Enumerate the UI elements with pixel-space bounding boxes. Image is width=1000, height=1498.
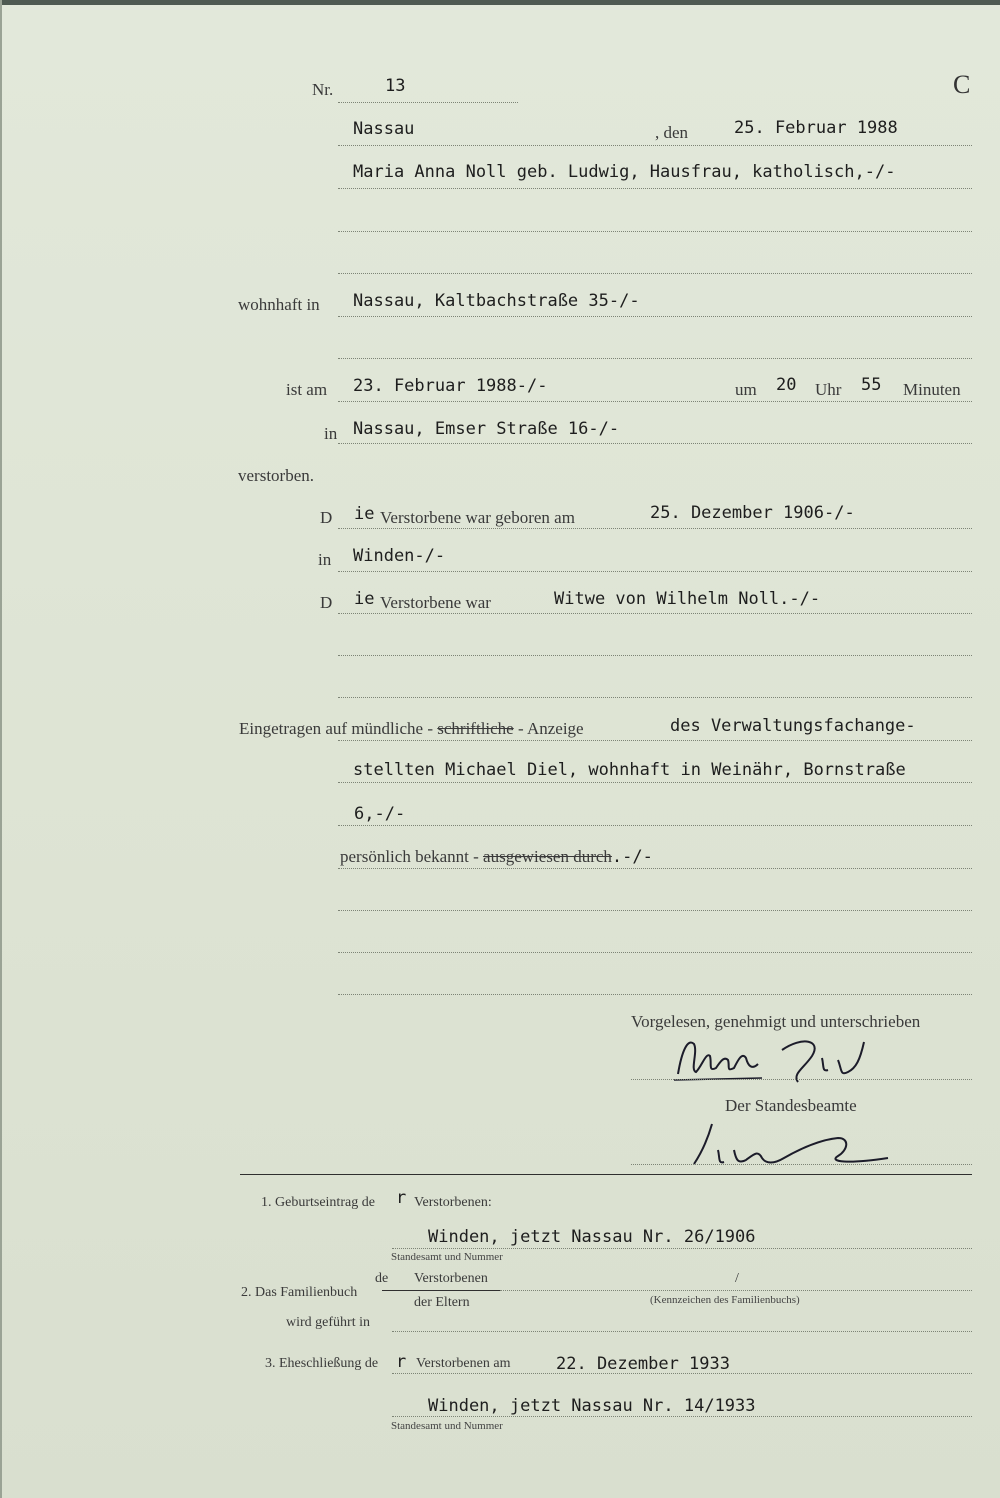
corner-letter: C [953, 70, 971, 99]
rule-line [392, 1331, 972, 1332]
top-border [0, 0, 1000, 5]
place-value: Nassau [353, 119, 415, 139]
rule-line [392, 1416, 972, 1417]
rule-line [338, 358, 972, 359]
item2-verstorbenen: Verstorbenen [414, 1271, 488, 1286]
item2-kennzeichen: (Kennzeichen des Familienbuchs) [650, 1294, 800, 1306]
minuten-label: Minuten [903, 380, 961, 399]
footer-divider [240, 1174, 972, 1175]
rule-line [338, 188, 972, 189]
rule-line [338, 952, 972, 953]
standesbeamte-label: Der Standesbeamte [725, 1096, 857, 1115]
anzeige-label: - Anzeige [517, 719, 584, 738]
informant-line3: 6,-/- [354, 804, 406, 824]
rule-line [338, 825, 972, 826]
verstorben-label: verstorben. [238, 466, 315, 485]
birth-date-value: 25. Dezember 1906-/- [650, 503, 855, 523]
item2-de: de [375, 1271, 389, 1286]
schriftliche-struck: schriftliche [437, 719, 514, 738]
item3-value: Winden, jetzt Nassau Nr. 14/1933 [428, 1396, 756, 1416]
uhr-label: Uhr [815, 380, 842, 399]
born-ie: ie [354, 504, 375, 524]
died-on-value: 23. Februar 1988-/- [353, 376, 548, 396]
item3-mid: Verstorbenen am [416, 1356, 511, 1371]
rule-line [338, 273, 972, 274]
rule-line [338, 231, 972, 232]
residence-label: wohnhaft in [238, 295, 320, 314]
rule-line [338, 740, 972, 741]
nr-label: Nr. [312, 80, 334, 99]
informant-line2: stellten Michael Diel, wohnhaft in Weinähr, Bornstraße [353, 760, 906, 780]
death-place-value: Nassau, Emser Straße 16-/- [353, 419, 620, 439]
ausgewiesen-struck: ausgewiesen durch [483, 847, 612, 866]
hour-value: 20 [776, 375, 797, 395]
status-prefix: D [320, 593, 333, 612]
item2-eltern: der Eltern [414, 1295, 470, 1310]
rule-line [338, 994, 972, 995]
eingetragen-line [239, 719, 584, 739]
death-in-label: in [324, 424, 338, 443]
um-label: um [735, 380, 757, 399]
item1-suffix: Verstorbenen: [414, 1195, 492, 1210]
fraction-rule [382, 1290, 500, 1291]
informant-signature [672, 1030, 892, 1090]
rule-line [338, 655, 972, 656]
rule-line [338, 868, 972, 869]
read-approved-label: Vorgelesen, genehmigt und unterschrieben [631, 1012, 921, 1031]
rule-line [392, 1373, 972, 1374]
rule-line [338, 613, 972, 614]
status-label: Verstorbene war [380, 593, 491, 612]
died-on-label: ist am [286, 380, 328, 399]
bekannt-suffix: .-/- [611, 847, 653, 867]
rule-line [338, 910, 972, 911]
signature-line [631, 1164, 972, 1165]
item1-value: Winden, jetzt Nassau Nr. 26/1906 [428, 1227, 756, 1247]
rule-line [392, 1248, 972, 1249]
residence-value: Nassau, Kaltbachstraße 35-/- [353, 291, 640, 311]
status-ie: ie [354, 589, 375, 609]
item2-slash: / [735, 1271, 739, 1286]
rule-line [500, 1290, 972, 1291]
nr-line [338, 102, 518, 103]
item3-date: 22. Dezember 1933 [556, 1354, 730, 1374]
born-prefix: D [320, 508, 333, 527]
informant-line1: des Verwaltungsfachange- [670, 716, 916, 736]
bekannt-line [340, 847, 653, 867]
item2-gefuehrt: wird geführt in [286, 1315, 370, 1330]
item1-r: r [396, 1188, 407, 1208]
minute-value: 55 [861, 375, 882, 395]
nr-value: 13 [385, 76, 406, 96]
eingetragen-label: Eingetragen auf mündliche - [239, 719, 438, 738]
den-label: , den [655, 123, 689, 142]
born-label: Verstorbene war geboren am [380, 508, 575, 527]
date-value: 25. Februar 1988 [734, 118, 898, 138]
status-value: Witwe von Wilhelm Noll.-/- [554, 589, 821, 609]
rule-line [338, 401, 972, 402]
rule-line [338, 571, 972, 572]
rule-line [338, 697, 972, 698]
rule-line [338, 528, 972, 529]
birth-place-value: Winden-/- [353, 546, 446, 566]
person-value: Maria Anna Noll geb. Ludwig, Hausfrau, katholisch,-/- [353, 162, 896, 182]
bekannt-label: persönlich bekannt - [340, 847, 484, 866]
rule-line [338, 316, 972, 317]
standesamt-label-1: Standesamt und Nummer [391, 1251, 503, 1263]
rule-line [338, 443, 972, 444]
rule-line [338, 782, 972, 783]
item3-label: 3. Eheschließung de [265, 1356, 379, 1371]
rule-line [338, 145, 972, 146]
item3-r: r [396, 1352, 407, 1372]
item1-label: 1. Geburtseintrag de [261, 1195, 375, 1210]
standesamt-label-2: Standesamt und Nummer [391, 1420, 503, 1432]
signature-line [631, 1079, 972, 1080]
left-edge [0, 0, 2, 1498]
birth-in-label: in [318, 550, 332, 569]
item2-label: 2. Das Familienbuch [241, 1285, 358, 1300]
